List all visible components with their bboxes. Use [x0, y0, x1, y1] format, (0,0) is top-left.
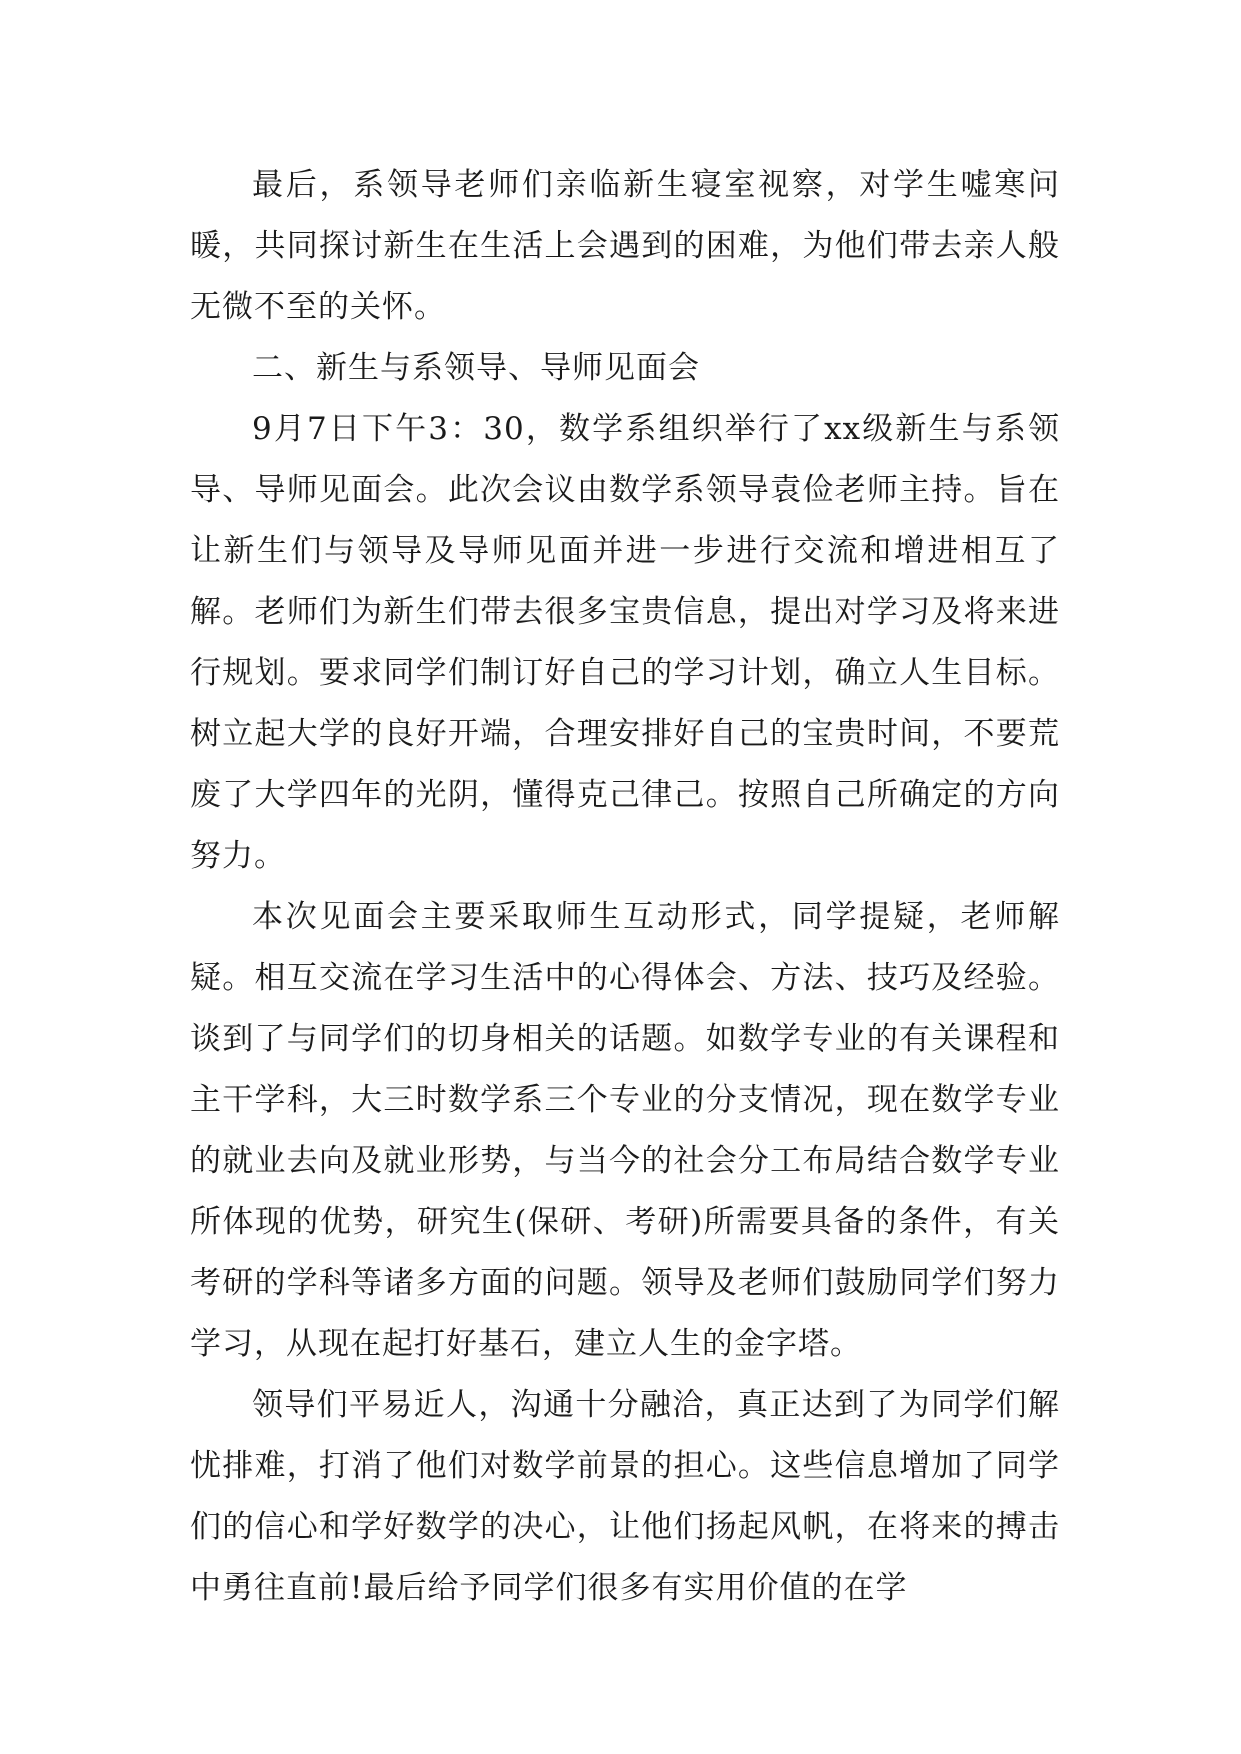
paragraph-meeting-outcome: 领导们平易近人，沟通十分融洽，真正达到了为同学们解忧排难，打消了他们对数学前景的担心。这些信息增加了同学们的信心和学好数学的决心，让他们扬起风帆，在将来的搏击中勇往直前!最后给予同学们很多有实用价值的在学	[190, 1387, 1060, 1606]
document-body	[190, 155, 1060, 1619]
paragraph-dorm-visit: 最后，系领导老师们亲临新生寝室视察，对学生嘘寒问暖，共同探讨新生在生活上会遇到的困难，为他们带去亲人般无微不至的关怀。	[190, 167, 1060, 325]
paragraph-meeting-intro: 9月7日下午3：30，数学系组织举行了xx级新生与系领导、导师见面会。此次会议由数学系领导袁俭老师主持。旨在让新生们与领导及导师见面并进一步进行交流和增进相互了解。老师们为新生们带去很多宝贵信息，提出对学习及将来进行规划。要求同学们制订好自己的学习计划，确立人生目标。树立起大学的良好开端，合理安排好自己的宝贵时间，不要荒废了大学四年的光阴，懂得克己律己。按照自己所确定的方向努力。	[190, 411, 1060, 874]
section-heading-meeting: 二、新生与系领导、导师见面会	[252, 350, 700, 386]
paragraph-meeting-format: 本次见面会主要采取师生互动形式，同学提疑，老师解疑。相互交流在学习生活中的心得体会、方法、技巧及经验。谈到了与同学们的切身相关的话题。如数学专业的有关课程和主干学科，大三时数学系三个专业的分支情况，现在数学专业的就业去向及就业形势，与当今的社会分工布局结合数学专业所体现的优势，研究生(保研、考研)所需要具备的条件，有关考研的学科等诸多方面的问题。领导及老师们鼓励同学们努力学习，从现在起打好基石，建立人生的金字塔。	[190, 899, 1060, 1362]
